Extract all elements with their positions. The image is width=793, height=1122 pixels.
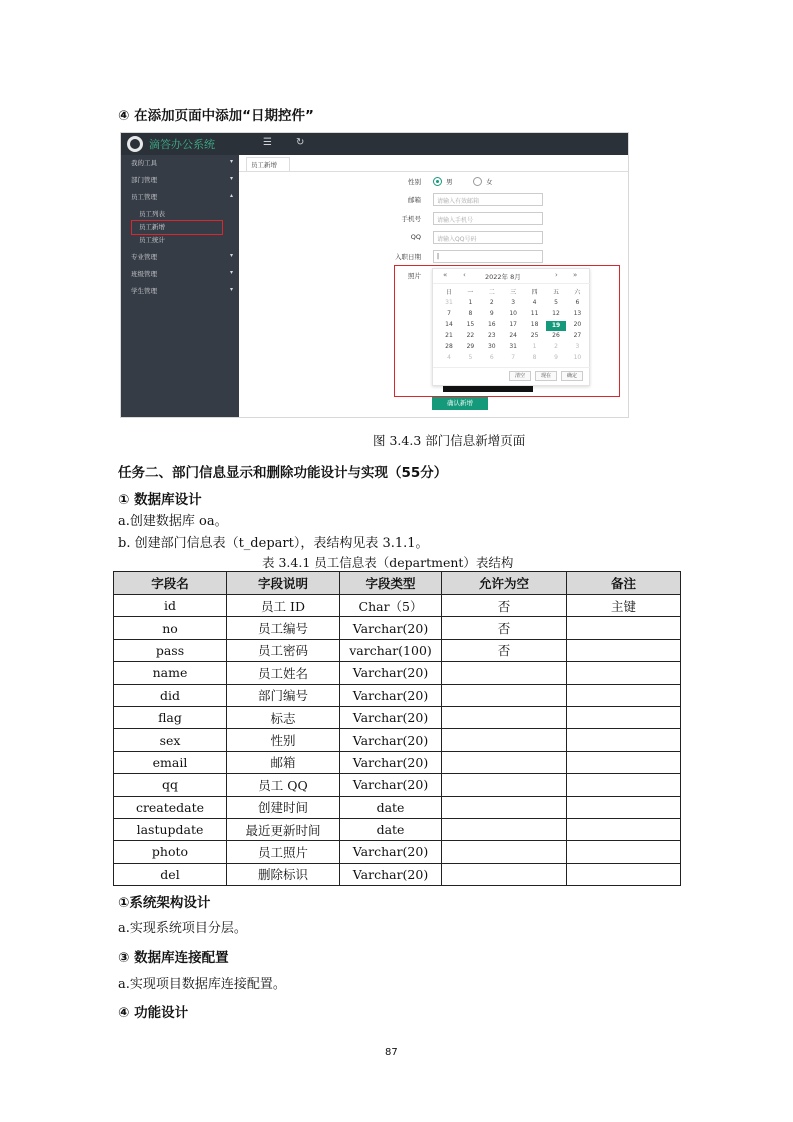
page-number: 87 — [385, 1047, 398, 1058]
table-cell: 创建时间 — [227, 796, 340, 818]
qq-label: QQ — [410, 233, 421, 241]
calendar-day[interactable]: 21 — [445, 332, 453, 339]
sidebar-item-label: 员工管理 — [131, 193, 157, 201]
table-cell — [442, 751, 567, 773]
table-cell: photo — [114, 841, 227, 863]
table-cell: 标志 — [227, 706, 340, 728]
table-cell — [442, 863, 567, 885]
table-caption: 表 3.4.1 员工信息表（department）表结构 — [262, 555, 514, 570]
table-cell: name — [114, 662, 227, 684]
table-cell: email — [114, 751, 227, 773]
figure-caption: 图 3.4.3 部门信息新增页面 — [373, 433, 526, 448]
calendar-day[interactable]: 31 — [445, 299, 453, 306]
calendar-day[interactable]: 20 — [573, 321, 582, 328]
table-cell: did — [114, 684, 227, 706]
weekday-header: 三 — [510, 289, 517, 296]
para-create-db: a.创建数据库 oa。 — [118, 514, 228, 529]
calendar-day[interactable]: 5 — [468, 354, 473, 361]
table-cell: 员工 ID — [227, 595, 340, 617]
table-cell: varchar(100) — [340, 639, 442, 661]
table-cell: 员工编号 — [227, 617, 340, 639]
table-cell — [567, 662, 681, 684]
table-cell — [442, 774, 567, 796]
email-label: 邮箱 — [408, 196, 421, 204]
calendar-clear-button[interactable]: 清空 — [509, 371, 531, 381]
table-cell: pass — [114, 639, 227, 661]
table-cell: 主键 — [567, 595, 681, 617]
table-cell: sex — [114, 729, 227, 751]
calendar-day[interactable]: 1 — [468, 299, 473, 306]
table-cell: Varchar(20) — [340, 684, 442, 706]
table-cell — [567, 796, 681, 818]
sidebar-item-label: 员工列表 — [139, 210, 165, 218]
email-input[interactable]: 请输入有效邮箱 — [433, 193, 543, 206]
weekday-header: 一 — [467, 289, 474, 296]
table-cell: 员工 QQ — [227, 774, 340, 796]
calendar-ok-button[interactable]: 确定 — [561, 371, 583, 381]
para-conn: a.实现项目数据库连接配置。 — [118, 977, 286, 992]
table-cell: 否 — [442, 595, 567, 617]
phone-input[interactable]: 请输入手机号 — [433, 212, 543, 225]
table-cell: 删除标识 — [227, 863, 340, 885]
calendar-day[interactable]: 1 — [532, 343, 537, 350]
table-header-cell: 字段名 — [114, 572, 227, 595]
table-cell: Varchar(20) — [340, 662, 442, 684]
table-row — [114, 684, 681, 706]
table-cell: Varchar(20) — [340, 774, 442, 796]
table-cell: Varchar(20) — [340, 617, 442, 639]
sidebar-item-label: 专业管理 — [131, 253, 157, 261]
table-cell — [442, 796, 567, 818]
sidebar-item-2[interactable] — [131, 192, 235, 201]
weekday-header: 日 — [445, 289, 452, 296]
table-cell — [442, 662, 567, 684]
menu-icon[interactable]: ☰ — [263, 137, 272, 148]
db-conn-heading: ③ 数据库连接配置 — [118, 950, 229, 966]
calendar-day[interactable]: 31 — [509, 343, 517, 350]
calendar-day[interactable]: 23 — [487, 332, 496, 339]
calendar-day[interactable]: 2 — [489, 299, 494, 306]
weekday-header: 六 — [574, 289, 581, 296]
calendar-day[interactable]: 3 — [575, 343, 580, 350]
sidebar-item-label: 班级管理 — [131, 270, 157, 278]
gender-female-label: 女 — [486, 178, 493, 186]
top-bar — [121, 133, 629, 155]
calendar-day[interactable]: 13 — [573, 310, 582, 317]
table-cell — [442, 841, 567, 863]
table-cell — [442, 818, 567, 840]
next-month-button[interactable]: › — [555, 271, 558, 279]
next-year-button[interactable]: » — [573, 271, 578, 279]
sidebar-item-label: 学生管理 — [131, 287, 157, 295]
table-row — [114, 706, 681, 728]
table-header-cell: 允许为空 — [442, 572, 567, 595]
calendar-day[interactable]: 7 — [511, 354, 516, 361]
table-cell: 性别 — [227, 729, 340, 751]
table-cell — [442, 684, 567, 706]
sidebar-item-0[interactable] — [131, 158, 235, 167]
gender-label: 性别 — [408, 178, 421, 186]
calendar-day[interactable]: 5 — [554, 299, 558, 306]
arch-design-heading: ①系统架构设计 — [118, 895, 211, 911]
table-cell — [442, 706, 567, 728]
calendar-day[interactable]: 16 — [487, 321, 496, 328]
table-row — [114, 729, 681, 751]
gender-female-radio[interactable] — [473, 177, 482, 186]
prev-month-button[interactable]: ‹ — [463, 271, 466, 279]
calendar-day[interactable]: 12 — [552, 310, 560, 317]
table-row — [114, 774, 681, 796]
calendar-day[interactable]: 19 — [546, 321, 566, 331]
calendar-day[interactable]: 24 — [509, 332, 517, 339]
weekday-header: 四 — [531, 289, 538, 296]
table-cell: 否 — [442, 617, 567, 639]
sidebar-item-7[interactable] — [131, 269, 235, 278]
sidebar-item-label: 我的工具 — [131, 159, 157, 167]
table-cell — [567, 841, 681, 863]
table-cell: Varchar(20) — [340, 729, 442, 751]
table-cell — [567, 706, 681, 728]
chevron-icon: ▴ — [229, 192, 233, 199]
table-cell — [567, 863, 681, 885]
db-design-heading: ① 数据库设计 — [118, 492, 202, 508]
chevron-icon: ▾ — [229, 175, 233, 182]
para-arch: a.实现系统项目分层。 — [118, 921, 247, 936]
table-cell: Char（5） — [340, 595, 442, 617]
calendar-day[interactable]: 27 — [573, 332, 582, 339]
employee-table — [113, 571, 681, 886]
table-cell: lastupdate — [114, 818, 227, 840]
app-screenshot — [120, 132, 629, 418]
gender-male-radio[interactable] — [433, 177, 442, 186]
calendar-day[interactable]: 14 — [445, 321, 453, 328]
chevron-icon: ▾ — [229, 158, 233, 165]
calendar-day[interactable]: 15 — [466, 321, 475, 328]
table-cell: no — [114, 617, 227, 639]
calendar-header-divider — [433, 283, 591, 284]
table-row — [114, 639, 681, 661]
highlight-box-add-employee — [131, 220, 223, 235]
qq-input[interactable]: 请输入QQ号码 — [433, 231, 543, 244]
table-row — [114, 751, 681, 773]
table-row — [114, 841, 681, 863]
table-cell — [567, 729, 681, 751]
sidebar-item-label: 员工新增 — [139, 223, 165, 231]
table-cell: date — [340, 796, 442, 818]
table-header-cell: 字段说明 — [227, 572, 340, 595]
calendar-day[interactable]: 2 — [554, 343, 558, 350]
tab-divider — [239, 171, 629, 172]
table-cell: 邮箱 — [227, 751, 340, 773]
refresh-icon[interactable]: ↻ — [296, 137, 305, 148]
tab-add-employee[interactable]: 员工新增 — [246, 157, 290, 171]
calendar-day[interactable]: 4 — [532, 299, 537, 306]
gender-male-label: 男 — [446, 178, 453, 186]
calendar-footer-divider — [433, 367, 591, 368]
table-row — [114, 818, 681, 840]
table-cell: 部门编号 — [227, 684, 340, 706]
table-cell: qq — [114, 774, 227, 796]
table-cell: flag — [114, 706, 227, 728]
calendar-day[interactable]: 9 — [489, 310, 494, 317]
table-row — [114, 662, 681, 684]
table-cell: Varchar(20) — [340, 863, 442, 885]
calendar-day[interactable]: 8 — [468, 310, 473, 317]
calendar-day[interactable]: 8 — [532, 354, 537, 361]
table-cell: del — [114, 863, 227, 885]
calendar-day[interactable]: 10 — [509, 310, 517, 317]
sidebar-item-1[interactable] — [131, 175, 235, 184]
table-cell: 最近更新时间 — [227, 818, 340, 840]
table-row — [114, 796, 681, 818]
table-cell: 员工密码 — [227, 639, 340, 661]
calendar-day[interactable]: 22 — [466, 332, 475, 339]
hire-date-label: 入职日期 — [395, 253, 421, 261]
calendar-now-button[interactable]: 现在 — [535, 371, 557, 381]
table-cell — [567, 751, 681, 773]
table-cell — [567, 774, 681, 796]
table-cell: 员工姓名 — [227, 662, 340, 684]
calendar-title: 2022年 8月 — [485, 273, 521, 281]
sidebar-item-label: 部门管理 — [131, 176, 157, 184]
calendar-day[interactable]: 11 — [530, 310, 539, 317]
table-row — [114, 595, 681, 617]
calendar-day[interactable]: 25 — [530, 332, 539, 339]
prev-year-button[interactable]: « — [443, 271, 448, 279]
table-cell — [567, 684, 681, 706]
system-title: 滴答办公系统 — [149, 138, 215, 151]
table-cell — [567, 639, 681, 661]
table-row — [114, 863, 681, 885]
table-header-cell: 备注 — [567, 572, 681, 595]
calendar-day[interactable]: 28 — [445, 343, 453, 350]
calendar-day[interactable]: 6 — [575, 299, 580, 306]
task2-heading: 任务二、部门信息显示和删除功能设计与实现（55分） — [118, 465, 448, 481]
weekday-header: 二 — [488, 289, 495, 296]
sidebar-item-6[interactable] — [131, 252, 235, 261]
table-cell — [567, 818, 681, 840]
table-cell: Varchar(20) — [340, 751, 442, 773]
weekday-header: 五 — [552, 289, 559, 296]
table-cell: date — [340, 818, 442, 840]
logo-icon — [127, 136, 143, 152]
calendar-day[interactable]: 17 — [509, 321, 517, 328]
calendar-day[interactable]: 3 — [511, 299, 516, 306]
photo-label: 照片 — [408, 272, 421, 280]
section-heading-date-control: ④ 在添加页面中添加“日期控件” — [118, 108, 314, 124]
calendar-day[interactable]: 10 — [573, 354, 582, 361]
calendar-day[interactable]: 30 — [487, 343, 496, 350]
calendar-day[interactable]: 18 — [530, 321, 539, 328]
sidebar-item-label: 员工统计 — [139, 236, 165, 244]
para-create-table: b. 创建部门信息表（t_depart），表结构见表 3.1.1。 — [118, 536, 429, 551]
hire-date-input[interactable]: | — [433, 250, 543, 263]
table-cell — [567, 617, 681, 639]
func-design-heading: ④ 功能设计 — [118, 1005, 189, 1021]
table-row — [114, 617, 681, 639]
calendar-day[interactable]: 4 — [447, 354, 451, 361]
table-cell: 员工照片 — [227, 841, 340, 863]
redacted-bar — [443, 386, 533, 392]
chevron-icon: ▾ — [229, 269, 233, 276]
phone-label: 手机号 — [401, 215, 421, 223]
sidebar-item-3[interactable] — [139, 209, 243, 218]
calendar-day[interactable]: 26 — [552, 332, 560, 339]
date-picker — [432, 268, 590, 386]
table-header-cell: 字段类型 — [340, 572, 442, 595]
calendar-day[interactable]: 6 — [489, 354, 494, 361]
calendar-day[interactable]: 9 — [554, 354, 558, 361]
calendar-day[interactable]: 29 — [466, 343, 475, 350]
confirm-add-button[interactable]: 确认新增 — [432, 397, 488, 410]
table-cell: createdate — [114, 796, 227, 818]
table-cell: Varchar(20) — [340, 841, 442, 863]
table-cell — [442, 729, 567, 751]
table-cell: 否 — [442, 639, 567, 661]
table-cell: id — [114, 595, 227, 617]
calendar-day[interactable]: 7 — [447, 310, 451, 317]
table-cell: Varchar(20) — [340, 706, 442, 728]
sidebar-item-8[interactable] — [131, 286, 235, 295]
sidebar-item-5[interactable] — [139, 235, 243, 244]
chevron-icon: ▾ — [229, 286, 233, 293]
chevron-icon: ▾ — [229, 252, 233, 259]
